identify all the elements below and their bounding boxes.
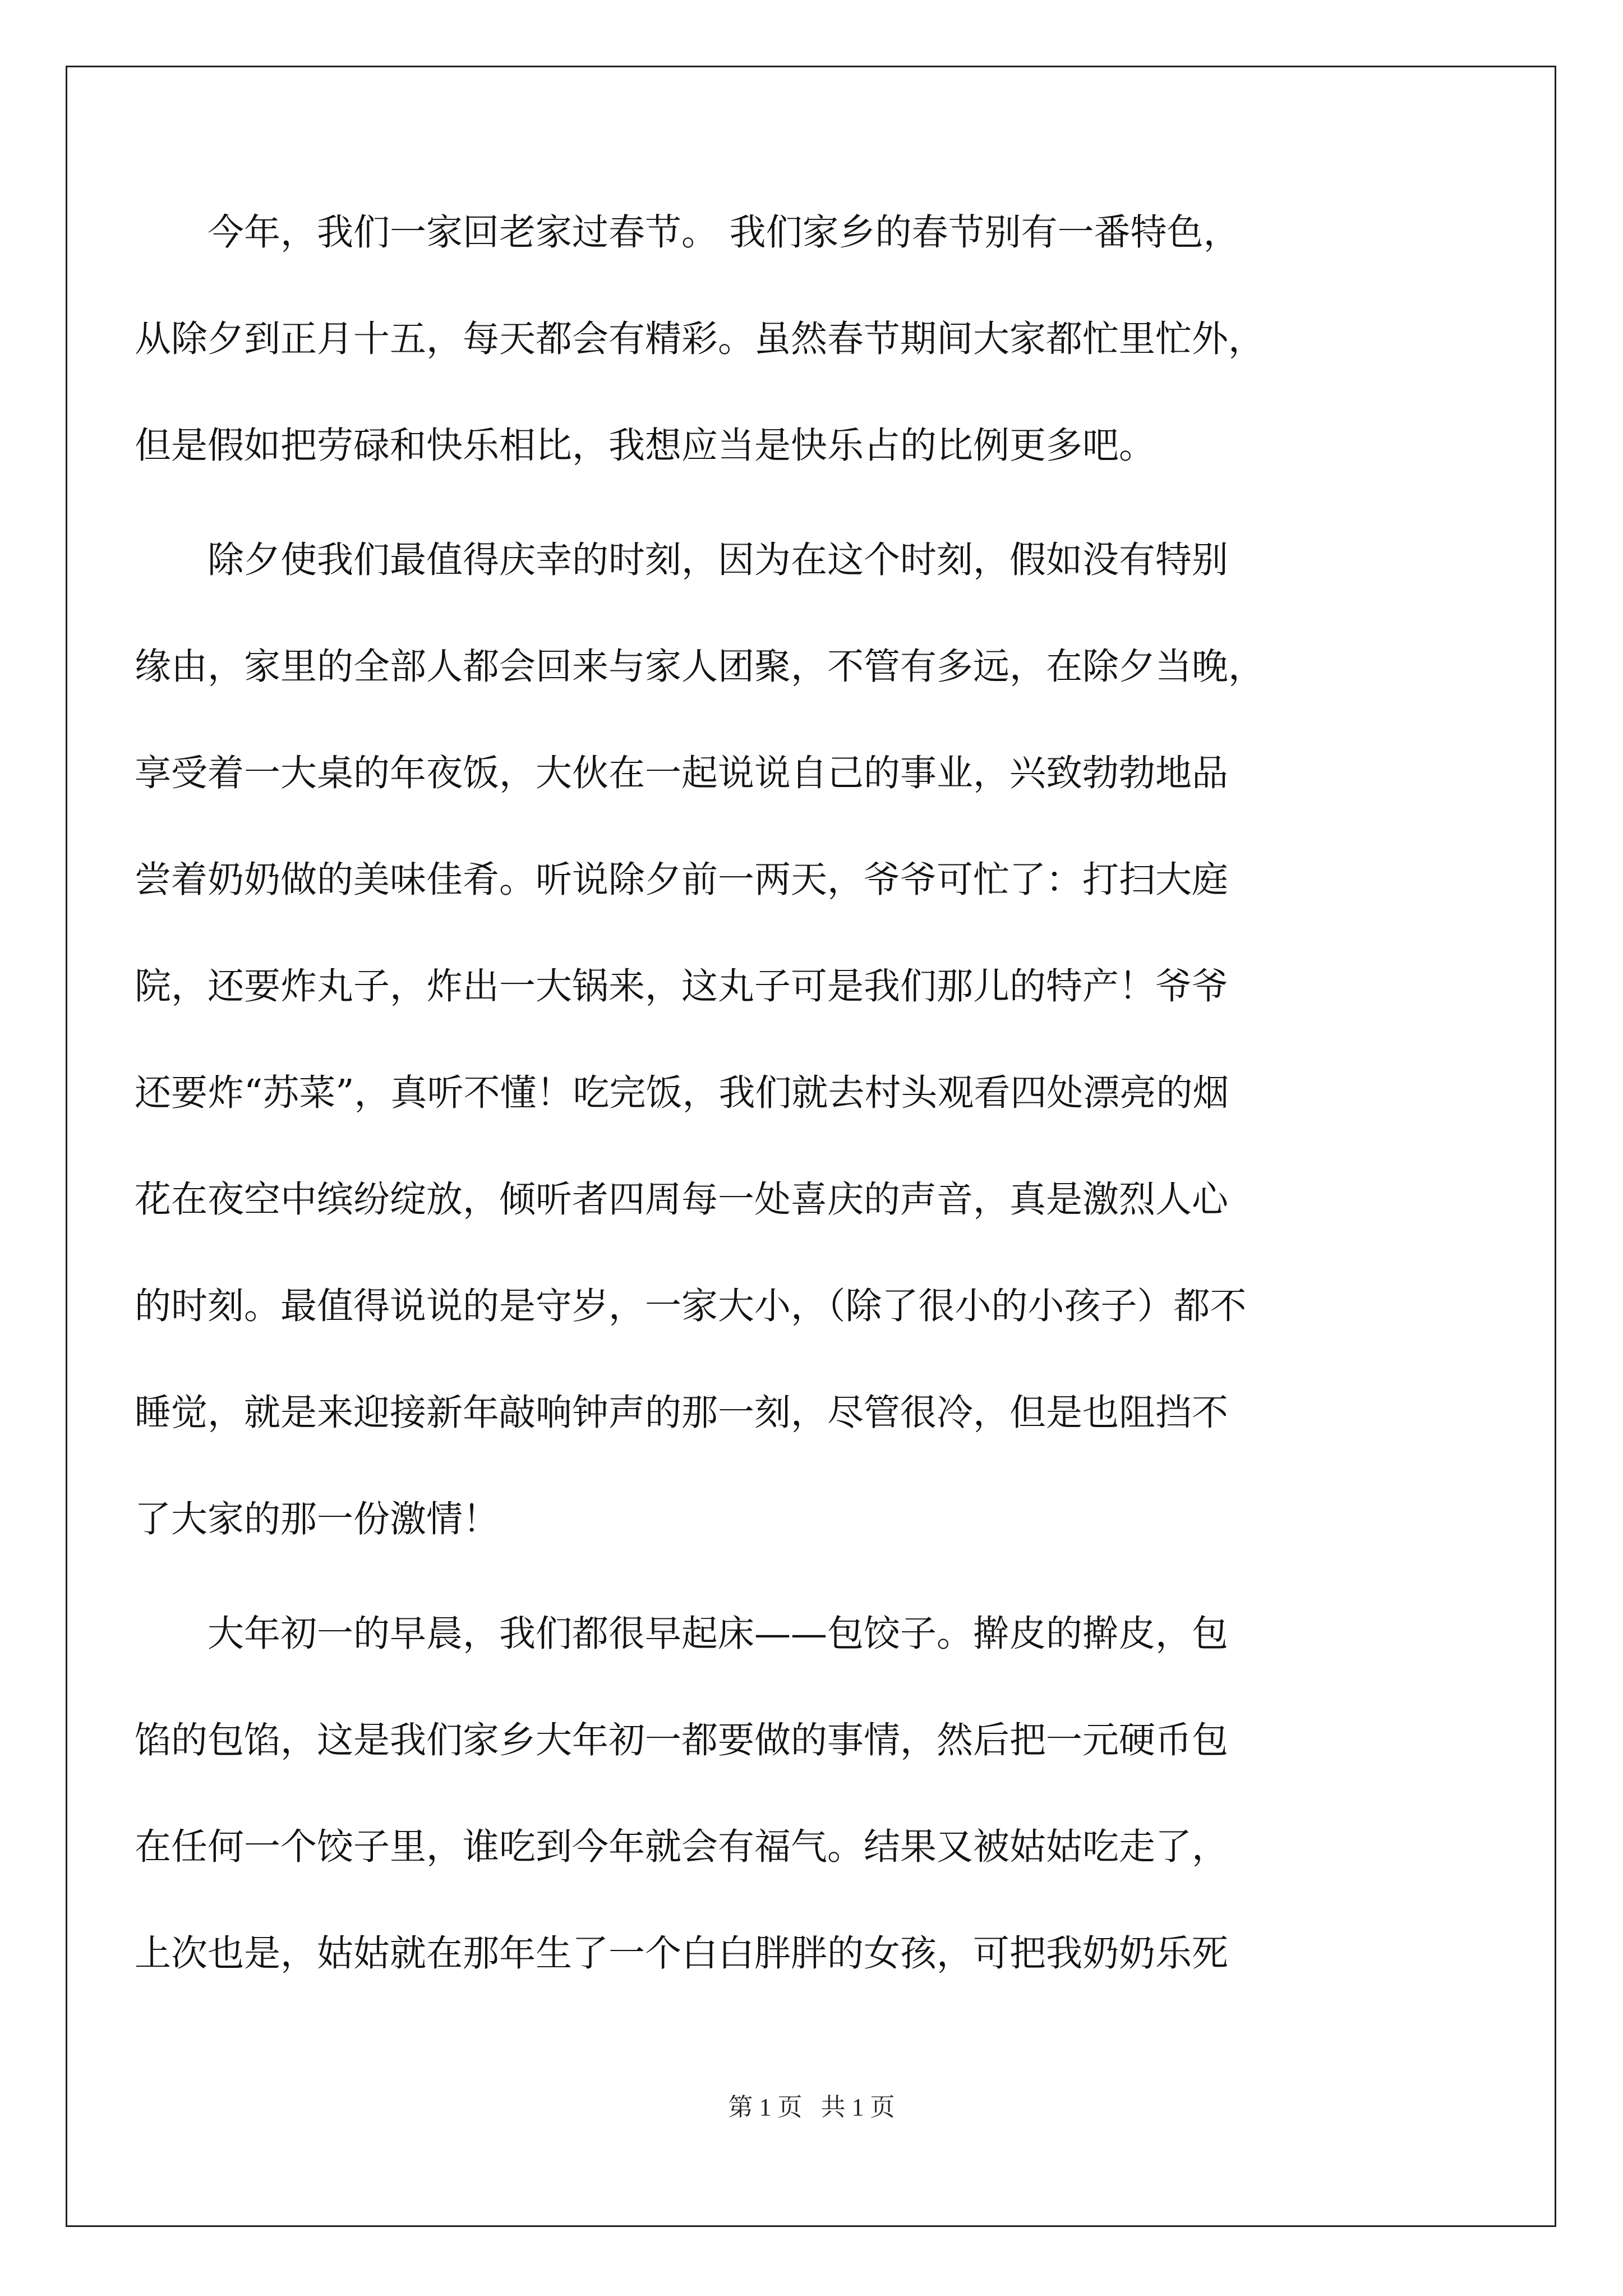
text-line: 缘由，家里的全部人都会回来与家人团聚，不管有多远，在除夕当晚， [135,646,1265,688]
text-line: 上次也是，姑姑就在那年生了一个白白胖胖的女孩，可把我奶奶乐死 [135,1932,1229,1975]
text-line: 花在夜空中缤纷绽放，倾听者四周每一处喜庆的声音，真是激烈人心 [135,1179,1229,1221]
text-line: 睡觉，就是来迎接新年敲响钟声的那一刻，尽管很冷，但是也阻挡不 [135,1392,1229,1434]
text-line: 馅的包馅，这是我们家乡大年初一都要做的事情，然后把一元硬币包 [135,1719,1229,1761]
text-line: 大年初一的早晨，我们都很早起床——包饺子。擀皮的擀皮，包 [135,1613,1229,1655]
document-body [135,180,1424,2007]
text-line: 但是假如把劳碌和快乐相比，我想应当是快乐占的比例更多吧。 [135,425,1156,467]
text-line: 享受着一大桌的年夜饭，大伙在一起说说自己的事业，兴致勃勃地品 [135,752,1229,794]
text-line: 在任何一个饺子里，谁吃到今年就会有福气。结果又被姑姑吃走了， [135,1826,1229,1868]
text-line: 除夕使我们最值得庆幸的时刻，因为在这个时刻，假如没有特别 [135,539,1229,581]
text-line: 今年，我们一家回老家过春节。 我们家乡的春节别有一番特色， [135,211,1240,254]
text-line: 的时刻。最值得说说的是守岁，一家大小，（除了很小的小孩子）都不 [135,1285,1247,1327]
text-line: 尝着奶奶做的美味佳肴。听说除夕前一两天，爷爷可忙了：打扫大庭 [135,859,1229,901]
paragraph-1 [135,180,1424,499]
text-line: 了大家的那一份激情！ [135,1498,500,1540]
text-line: 还要炸“苏菜”，真听不懂！吃完饭，我们就去村头观看四处漂亮的烟 [135,1072,1229,1114]
paragraph-3 [135,1581,1424,2007]
text-line: 从除夕到正月十五，每天都会有精彩。虽然春节期间大家都忙里忙外， [135,318,1265,360]
paragraph-2 [135,507,1424,1573]
page-number-footer: 第 1 页 共 1 页 [728,2093,895,2121]
text-line: 院，还要炸丸子，炸出一大锅来，这丸子可是我们那儿的特产！爷爷 [135,965,1229,1007]
